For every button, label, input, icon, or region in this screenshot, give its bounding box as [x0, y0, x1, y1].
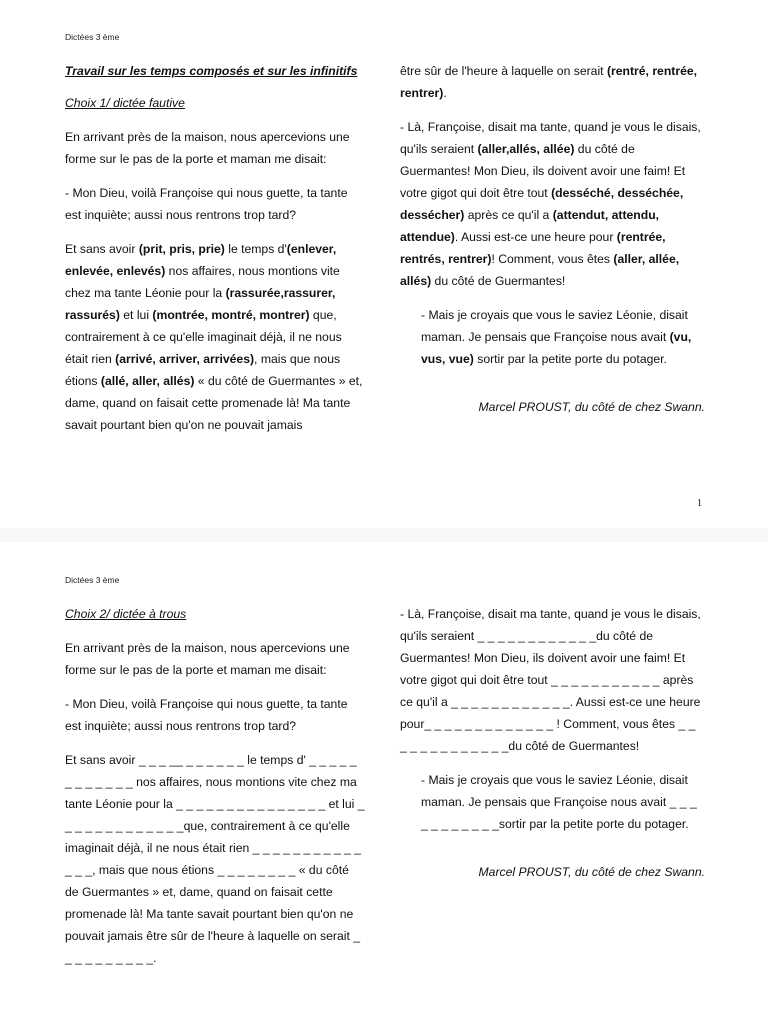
- verb-options: (vu, vus, vue): [421, 330, 692, 366]
- text-segment: - Mais je croyais que vous le saviez Léonie, disait maman. Je pensais que Françoise nous avait _ _ _ _ _ _ _ _ _ _ _sortir par la petite porte du potager.: [421, 773, 697, 831]
- section-title: Choix 1/ dictée fautive: [65, 96, 185, 110]
- verb-options: (prit, pris, prie): [138, 242, 225, 256]
- text-segment: sortir par la petite porte du potager.: [473, 352, 667, 366]
- page-divider: [0, 528, 768, 542]
- paragraph-indented: [421, 769, 705, 835]
- text-segment: ! Comment, vous êtes: [491, 252, 614, 266]
- paragraph: [65, 693, 365, 737]
- verb-options: (rentré, rentrée, rentrer): [400, 64, 698, 100]
- text-segment: être sûr de l'heure à laquelle on serait: [400, 64, 607, 78]
- text-segment: le temps d': [224, 242, 287, 256]
- document-title: Travail sur les temps composés et sur les infinitifs: [65, 64, 358, 78]
- text-segment: .: [443, 86, 447, 100]
- text-segment: « du côté de Guermantes » et, dame, quand on faisait cette promenade là! Ma tante savait pourtant bien qu'on ne pouvait jamais: [65, 374, 363, 432]
- verb-options: (desséché, desséchée, dessécher): [400, 186, 684, 222]
- signature: Marcel PROUST, du côté de chez Swann.: [478, 400, 705, 414]
- verb-options: (aller,allés, allée): [477, 142, 575, 156]
- page-number: 1: [697, 498, 702, 509]
- text-segment: - Mon Dieu, voilà Françoise qui nous guette, ta tante est inquiète; aussi nous rentrons trop tard?: [65, 697, 348, 733]
- text-segment: nos affaires, nous montions vite chez ma tante Léonie pour la: [65, 264, 340, 300]
- text-segment: - Mais je croyais que vous le saviez Léonie, disait maman. Je pensais que Françoise nous avait: [421, 308, 688, 344]
- left-column: [65, 60, 365, 448]
- text-segment: que, contrairement à ce qu'elle imaginait déjà, il ne nous était rien: [65, 308, 342, 366]
- verb-options: (rentrée, rentrés, rentrer): [400, 230, 666, 266]
- text-segment: . Aussi est-ce une heure pour: [454, 230, 617, 244]
- right-column: [400, 603, 705, 895]
- text-segment: - Là, Françoise, disait ma tante, quand je vous le disais, qu'ils seraient: [400, 120, 701, 156]
- page-header: Dictées 3 ème: [65, 575, 120, 585]
- verb-options: (montrée, montré, montrer): [152, 308, 310, 322]
- text-segment: Et sans avoir: [65, 242, 139, 256]
- paragraph: [65, 749, 365, 969]
- verb-options: (arrivé, arriver, arrivées): [115, 352, 255, 366]
- verb-options: (allé, aller, allés): [100, 374, 195, 388]
- verb-options: (enlever, enlevée, enlevés): [65, 242, 337, 278]
- paragraph: [65, 238, 365, 436]
- verb-options: (rassurée,rassurer, rassurés): [65, 286, 336, 322]
- paragraph: [65, 182, 365, 226]
- verb-options: (aller, allée, allés): [400, 252, 680, 288]
- text-segment: En arrivant près de la maison, nous apercevions une forme sur le pas de la porte et maman me disait:: [65, 130, 350, 166]
- right-column: [400, 60, 705, 430]
- verb-options: (attendut, attendu, attendue): [400, 208, 660, 244]
- text-segment: , mais que nous étions: [65, 352, 341, 388]
- paragraph-indented: [421, 304, 705, 370]
- text-segment: du côté de Guermantes! Mon Dieu, ils doivent avoir une faim! Et votre gigot qui doit être tout: [400, 142, 686, 200]
- paragraph: [65, 637, 365, 681]
- section-title: Choix 2/ dictée à trous: [65, 607, 187, 621]
- paragraph: [400, 116, 705, 292]
- text-segment: - Là, Françoise, disait ma tante, quand je vous le disais, qu'ils seraient _ _ _ _ _ _ _ _ _ _ _ _du côté de Guermantes! Mon Dieu, ils doivent avoir une faim! Et votre gigot qui doit être tout _ _ _ _ _ _ _ _ _ _ _ après ce qu'il a _ _ _ _ _ _ _ _ _ _ _ _. Aussi est-ce une heure pour_ _ _ _ _ _ _ _ _ _ _ _ _ ! Comment, vous êtes _ _ _ _ _ _ _ _ _ _ _ _ _du côté de Guermantes!: [400, 607, 701, 753]
- signature: Marcel PROUST, du côté de chez Swann.: [478, 865, 705, 879]
- text-segment: du côté de Guermantes!: [431, 274, 566, 288]
- text-segment: et lui: [119, 308, 153, 322]
- left-column: [65, 603, 365, 981]
- paragraph: [400, 603, 705, 757]
- text-segment: - Mon Dieu, voilà Françoise qui nous guette, ta tante est inquiète; aussi nous rentrons trop tard?: [65, 186, 348, 222]
- text-segment: après ce qu'il a: [464, 208, 553, 222]
- page-header: Dictées 3 ème: [65, 32, 120, 42]
- paragraph: [65, 126, 365, 170]
- text-segment: En arrivant près de la maison, nous apercevions une forme sur le pas de la porte et maman me disait:: [65, 641, 350, 677]
- paragraph: [400, 60, 705, 104]
- text-segment: Et sans avoir _ _ _ __ _ _ _ _ _ _ le temps d' _ _ _ _ _ _ _ _ _ _ _ _ nos affaires, nous montions vite chez ma tante Léonie pour la _ _ _ _ _ _ _ _ _ _ _ _ _ _ _ et lui _ _ _ _ _ _ _ _ _ _ _ _ _que, contrairement à ce qu'elle imaginait déjà, il ne nous était rien _ _ _ _ _ _ _ _ _ _ _ _ _ _, mais que nous étions _ _ _ _ _ _ _ _ « du côté de Guermantes » et, dame, quand on faisait cette promenade là! Ma tante savait pourtant bien qu'on ne pouvait jamais être sûr de l'heure à laquelle on serait _ _ _ _ _ _ _ _ _ _.: [65, 753, 365, 965]
